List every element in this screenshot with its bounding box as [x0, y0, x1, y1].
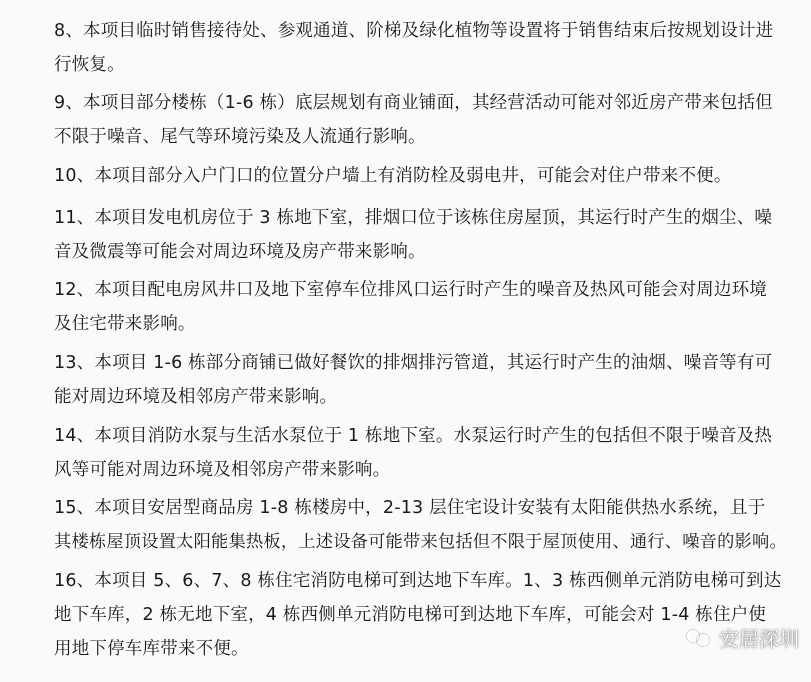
clause-line: 8、本项目临时销售接待处、参观通道、阶梯及绿化植物等设置将于销售结束后按规划设计进	[54, 21, 774, 41]
clause-8	[54, 14, 789, 82]
clause-15	[54, 491, 789, 559]
clause-line: 音及微震等可能会对周边环境及房产带来影响。	[54, 242, 426, 262]
clause-line: 11、本项目发电机房位于 3 栋地下室，排烟口位于该栋住房屋顶，其运行时产生的烟尘、噪	[54, 208, 773, 228]
clause-14	[54, 419, 789, 487]
clause-line: 9、本项目部分楼栋（1-6 栋）底层规划有商业铺面，其经营活动可能对邻近房产带来包括但	[54, 93, 773, 113]
clause-12	[54, 273, 789, 341]
clause-13	[54, 346, 789, 414]
clause-16	[54, 564, 789, 666]
clause-10	[54, 159, 789, 193]
clause-line: 10、本项目部分入户门口的位置分户墙上有消防栓及弱电井，可能会对住户带来不便。	[54, 166, 732, 186]
clause-line: 地下车库，2 栋无地下室，4 栋西侧单元消防电梯可到达地下车库，可能会对 1-4 栋住户使	[54, 605, 767, 625]
clause-line: 12、本项目配电房风井口及地下室停车位排风口运行时产生的噪音及热风可能会对周边环境	[54, 280, 767, 300]
clause-line: 及住宅带来影响。	[54, 314, 196, 334]
watermark-text: 安居深圳	[719, 627, 799, 651]
clause-line: 16、本项目 5、6、7、8 栋住宅消防电梯可到达地下车库。1、3 栋西侧单元消防电梯可到达	[54, 571, 782, 591]
watermark	[683, 623, 799, 652]
clause-line: 14、本项目消防水泵与生活水泵位于 1 栋地下室。水泵运行时产生的包括但不限于噪音及热	[54, 426, 773, 446]
clause-line: 13、本项目 1-6 栋部分商铺已做好餐饮的排烟排污管道，其运行时产生的油烟、噪音等有可	[54, 353, 773, 373]
wechat-channel-icon	[683, 625, 713, 651]
clause-line: 15、本项目安居型商品房 1-8 栋楼房中，2-13 层住宅设计安装有太阳能供热水系统，且于	[54, 498, 766, 518]
clause-9	[54, 86, 789, 154]
clause-line: 不限于噪音、尾气等环境污染及人流通行影响。	[54, 127, 426, 147]
clause-line: 行恢复。	[54, 55, 125, 75]
clause-line: 风等可能对周边环境及相邻房产带来影响。	[54, 460, 391, 480]
clause-line: 能对周边环境及相邻房产带来影响。	[54, 387, 338, 407]
clause-line: 用地下停车库带来不便。	[54, 639, 249, 659]
clause-line: 其楼栋屋顶设置太阳能集热板，上述设备可能带来包括但不限于屋顶使用、通行、噪音的影响。	[54, 532, 787, 552]
clause-11	[54, 201, 789, 269]
